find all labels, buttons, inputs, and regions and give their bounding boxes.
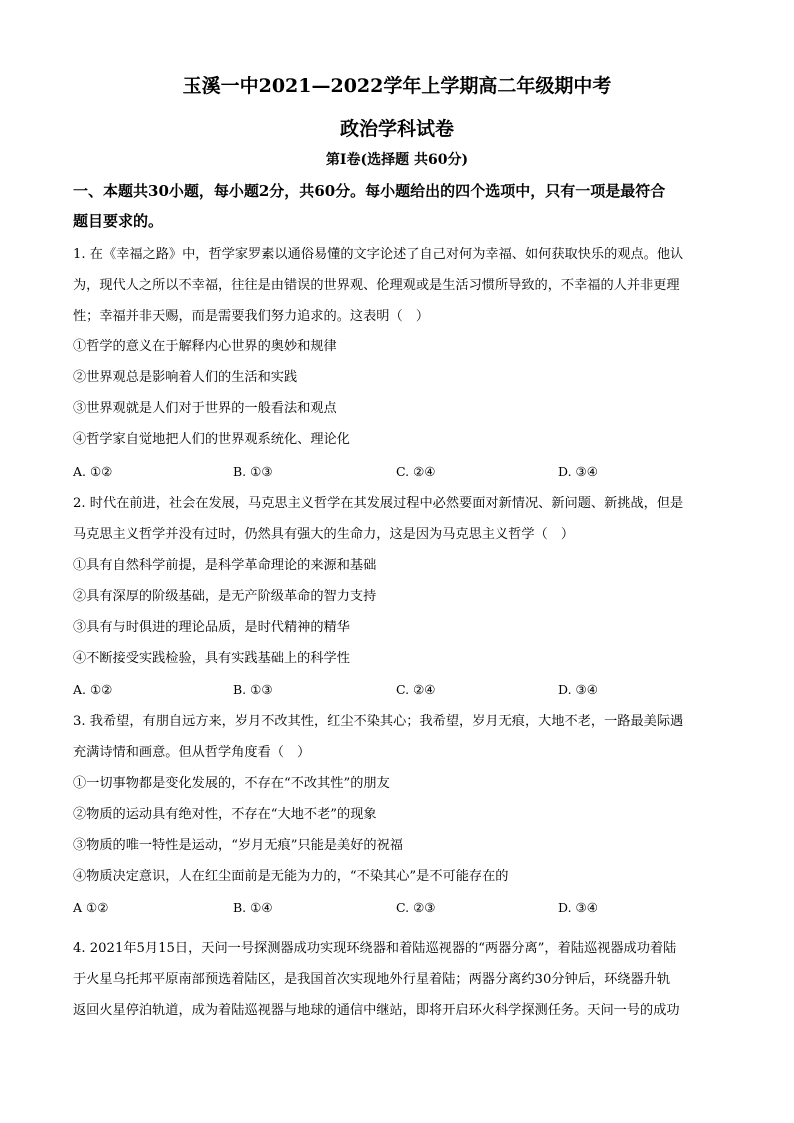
q2-item-4: ④不断接受实践检验，具有实践基础上的科学性 bbox=[73, 651, 350, 666]
q1-option-b: B. ①③ bbox=[233, 464, 273, 479]
q1-stem-line-3: 性；幸福并非天赐，而是需要我们努力追求的。这表明（ ） bbox=[73, 309, 430, 324]
q2-item-1: ①具有自然科学前提，是科学革命理论的来源和基础 bbox=[73, 558, 377, 573]
q3-item-4: ④物质决定意识，人在红尘面前是无能为力的，“不染其心”是不可能存在的 bbox=[73, 869, 509, 884]
q4-stem-line-1: 4. 2021年5月15日，天问一号探测器成功实现环绕器和着陆巡视器的“两器分离”，着陆巡视器成功着陆 bbox=[73, 941, 677, 956]
q4-stem-line-2: 于火星乌托邦平原南部预选着陆区，是我国首次实现地外行星着陆；两器分离约30分钟后，环绕器升轨 bbox=[73, 972, 671, 987]
q3-option-a: A ①② bbox=[73, 900, 109, 915]
q2-stem-line-1: 2. 时代在前进，社会在发展，马克思主义哲学在其发展过程中必然要面对新情况、新问题、新挑战，但是 bbox=[73, 496, 684, 511]
q1-item-3: ③世界观就是人们对于世界的一般看法和观点 bbox=[73, 401, 337, 416]
q3-option-b: B. ①④ bbox=[233, 900, 273, 915]
q3-stem-line-2: 充满诗情和画意。但从哲学角度看（ ） bbox=[73, 745, 311, 760]
q4-stem-line-3: 返回火星停泊轨道，成为着陆巡视器与地球的通信中继站，即将开启环火科学探测任务。天问一号的成功 bbox=[73, 1003, 680, 1018]
q2-item-3: ③具有与时俱进的理论品质，是时代精神的精华 bbox=[73, 620, 350, 635]
q2-option-b: B. ①③ bbox=[233, 682, 273, 697]
q1-option-a: A. ①② bbox=[73, 464, 113, 479]
q3-stem-line-1: 3. 我希望，有朋自远方来，岁月不改其性，红尘不染其心；我希望，岁月无痕，大地不老，一路最美际遇 bbox=[73, 714, 684, 729]
q3-item-1: ①一切事物都是变化发展的，不存在“不改其性”的朋友 bbox=[73, 776, 390, 791]
q1-item-1: ①哲学的意义在于解释内心世界的奥妙和规律 bbox=[73, 339, 337, 354]
section-line-2: 题目要求的。 bbox=[73, 212, 164, 230]
q3-item-2: ②物质的运动具有绝对性，不存在“大地不老”的现象 bbox=[73, 807, 377, 822]
part-heading: 第Ⅰ卷(选择题 共60分) bbox=[325, 152, 469, 168]
q2-stem-line-2: 马克思主义哲学并没有过时，仍然具有强大的生命力，这是因为马克思主义哲学（ ） bbox=[73, 527, 575, 542]
section-instruction bbox=[73, 176, 723, 236]
q1-stem-line-2: 为，现代人之所以不幸福，往往是由错误的世界观、伦理观或是生活习惯所导致的，不幸福的人并非更理 bbox=[73, 278, 680, 293]
q3-item-3: ③物质的唯一特性是运动，“岁月无痕”只能是美好的祝福 bbox=[73, 838, 403, 853]
exam-subtitle: 政治学科试卷 bbox=[339, 118, 454, 140]
section-line-1: 一、本题共30小题，每小题2分，共60分。每小题给出的四个选项中，只有一项是最符合 bbox=[73, 182, 666, 200]
exam-title: 玉溪一中2021—2022学年上学期高二年级期中考 bbox=[182, 75, 612, 97]
q2-option-d: D. ③④ bbox=[558, 682, 598, 697]
q3-option-d: D. ③④ bbox=[558, 900, 598, 915]
q1-stem-line-1: 1. 在《幸福之路》中，哲学家罗素以通俗易懂的文字论述了自己对何为幸福、如何获取快乐的观点。他认 bbox=[73, 247, 684, 262]
q2-option-c: C. ②④ bbox=[396, 682, 436, 697]
q1-option-d: D. ③④ bbox=[558, 464, 598, 479]
q1-option-c: C. ②④ bbox=[396, 464, 436, 479]
q1-item-4: ④哲学家自觉地把人们的世界观系统化、理论化 bbox=[73, 432, 350, 447]
q2-item-2: ②具有深厚的阶级基础，是无产阶级革命的智力支持 bbox=[73, 589, 377, 604]
q3-option-c: C. ②③ bbox=[396, 900, 436, 915]
q1-item-2: ②世界观总是影响着人们的生活和实践 bbox=[73, 370, 298, 385]
q2-option-a: A. ①② bbox=[73, 682, 113, 697]
